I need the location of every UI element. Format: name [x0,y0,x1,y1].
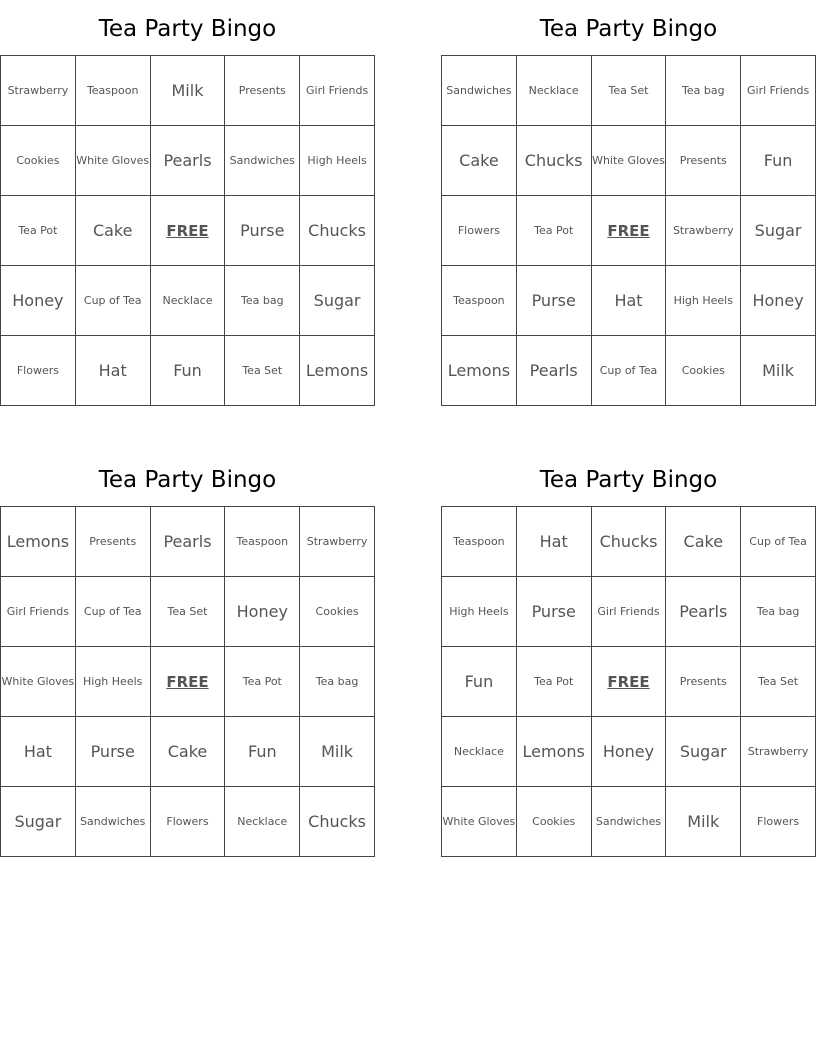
bingo-cell: Sugar [741,196,816,266]
bingo-cell: White Gloves [442,787,517,857]
bingo-cell: Tea bag [300,647,375,717]
bingo-cell: Lemons [300,336,375,406]
bingo-cell: FREE [592,196,667,266]
bingo-cell: Lemons [517,717,592,787]
bingo-cell: Strawberry [741,717,816,787]
bingo-cell: Lemons [442,336,517,406]
bingo-cell: Honey [1,266,76,336]
bingo-cell: Milk [300,717,375,787]
bingo-cell: Chucks [300,787,375,857]
bingo-cell: Honey [741,266,816,336]
bingo-cell: Fun [225,717,300,787]
bingo-cell: Honey [592,717,667,787]
bingo-cell: White Gloves [1,647,76,717]
bingo-cell: White Gloves [592,126,667,196]
bingo-card-3 [0,451,375,857]
bingo-cell: Hat [1,717,76,787]
bingo-cell: Cookies [517,787,592,857]
card-title: Tea Party Bingo [98,16,277,42]
bingo-card-4 [441,451,816,857]
bingo-cell: Teaspoon [442,266,517,336]
bingo-cell: Fun [442,647,517,717]
bingo-cell: Teaspoon [442,507,517,577]
bingo-cell: FREE [151,196,226,266]
bingo-cell: Tea bag [666,56,741,126]
bingo-cell: Necklace [442,717,517,787]
bingo-cell: Lemons [1,507,76,577]
bingo-cell: Tea Set [592,56,667,126]
bingo-cell: Chucks [517,126,592,196]
bingo-cell: Sugar [300,266,375,336]
bingo-cell: FREE [151,647,226,717]
bingo-cell: Purse [517,266,592,336]
bingo-cell: Milk [151,56,226,126]
bingo-cell: Sandwiches [225,126,300,196]
bingo-cell: Hat [517,507,592,577]
bingo-cell: Tea bag [741,577,816,647]
bingo-cell: Necklace [225,787,300,857]
bingo-cell: Purse [517,577,592,647]
bingo-grid [0,55,375,406]
bingo-cell: Cup of Tea [76,577,151,647]
bingo-cell: High Heels [76,647,151,717]
bingo-cell: Presents [76,507,151,577]
bingo-cell: Teaspoon [225,507,300,577]
bingo-card-1 [0,0,375,406]
bingo-cell: Purse [225,196,300,266]
bingo-cell: Cookies [666,336,741,406]
bingo-cell: Fun [151,336,226,406]
bingo-cell: Cookies [1,126,76,196]
card-title: Tea Party Bingo [539,467,718,493]
bingo-cell: Flowers [151,787,226,857]
bingo-cell: Tea Set [225,336,300,406]
bingo-cell: High Heels [666,266,741,336]
bingo-cell: Chucks [592,507,667,577]
bingo-cell: Flowers [741,787,816,857]
bingo-cell: Milk [741,336,816,406]
bingo-cell: Presents [666,647,741,717]
bingo-cell: Chucks [300,196,375,266]
bingo-cell: Hat [592,266,667,336]
bingo-cell: Cup of Tea [592,336,667,406]
bingo-card-2 [441,0,816,406]
bingo-cell: Cake [76,196,151,266]
bingo-cell: Fun [741,126,816,196]
bingo-cell: Cup of Tea [76,266,151,336]
bingo-cell: Cookies [300,577,375,647]
bingo-cell: Pearls [151,507,226,577]
bingo-cell: Presents [225,56,300,126]
bingo-cell: Girl Friends [741,56,816,126]
bingo-cell: Tea Pot [517,647,592,717]
bingo-cell: Sugar [666,717,741,787]
bingo-cell: White Gloves [76,126,151,196]
bingo-cell: Sandwiches [592,787,667,857]
card-title: Tea Party Bingo [98,467,277,493]
bingo-cell: Sandwiches [76,787,151,857]
card-title: Tea Party Bingo [539,16,718,42]
bingo-cell: High Heels [442,577,517,647]
bingo-cell: Strawberry [1,56,76,126]
bingo-cell: Pearls [517,336,592,406]
bingo-cell: Teaspoon [76,56,151,126]
bingo-cell: Necklace [517,56,592,126]
bingo-cell: Strawberry [666,196,741,266]
bingo-cell: Hat [76,336,151,406]
bingo-cell: FREE [592,647,667,717]
bingo-cell: Tea bag [225,266,300,336]
bingo-cell: Tea Set [741,647,816,717]
bingo-cell: Sandwiches [442,56,517,126]
bingo-cell: Cake [666,507,741,577]
bingo-cell: Purse [76,717,151,787]
bingo-cell: Pearls [666,577,741,647]
bingo-cell: Girl Friends [592,577,667,647]
bingo-cell: Strawberry [300,507,375,577]
bingo-cell: Milk [666,787,741,857]
bingo-cell: Girl Friends [1,577,76,647]
bingo-cell: Tea Pot [225,647,300,717]
bingo-cell: Cake [151,717,226,787]
bingo-cell: Pearls [151,126,226,196]
bingo-cell: Flowers [1,336,76,406]
bingo-cell: Honey [225,577,300,647]
bingo-cell: Cake [442,126,517,196]
bingo-grid [441,506,816,857]
bingo-cell: Sugar [1,787,76,857]
bingo-cell: Necklace [151,266,226,336]
bingo-cell: Girl Friends [300,56,375,126]
bingo-cell: Presents [666,126,741,196]
bingo-grid [441,55,816,406]
bingo-cell: Tea Set [151,577,226,647]
bingo-cell: Tea Pot [517,196,592,266]
bingo-cell: Tea Pot [1,196,76,266]
bingo-cell: High Heels [300,126,375,196]
bingo-cell: Cup of Tea [741,507,816,577]
bingo-grid [0,506,375,857]
bingo-cell: Flowers [442,196,517,266]
